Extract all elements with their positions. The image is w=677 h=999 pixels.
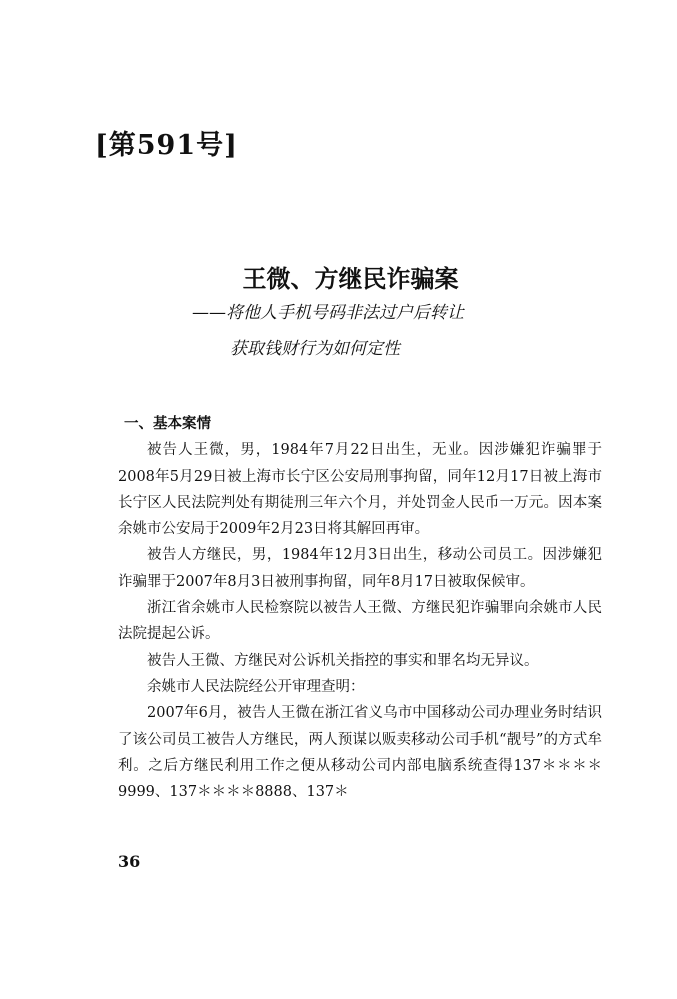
case-number: [第591号] <box>95 130 238 161</box>
page-number: 36 <box>118 852 141 871</box>
case-title: 王微、方继民诈骗案 <box>242 264 459 293</box>
paragraph: 浙江省余姚市人民检察院以被告人王微、方继民犯诈骗罪向余姚市人民法院提起公诉。 <box>118 600 602 643</box>
paragraph: 被告人王微、方继民对公诉机关指控的事实和罪名均无异议。 <box>147 652 539 669</box>
section-heading: 一、基本案情 <box>124 415 211 432</box>
case-subtitle-line-2: 获取钱财行为如何定性 <box>230 339 400 359</box>
paragraph: 被告人方继民，男，1984年12月3日出生，移动公司员工。因涉嫌犯诈骗罪于2007年8月3日被刑事拘留，同年8月17日被取保候审。 <box>118 547 602 590</box>
paragraph: 余姚市人民法院经公开审理查明： <box>147 678 365 695</box>
body-text <box>118 411 602 805</box>
paragraph: 被告人王微，男，1984年7月22日出生，无业。因涉嫌犯诈骗罪于2008年5月29日被上海市长宁区公安局刑事拘留，同年12月17日被上海市长宁区人民法院判处有期徒刑三年六个月，并处罚金人民币一万元。因本案余姚市公安局于2009年2月23日将其解回再审。 <box>118 442 602 538</box>
case-subtitle-line-1: ——将他人手机号码非法过户后转让 <box>192 303 464 323</box>
paragraph: 2007年6月，被告人王微在浙江省义乌市中国移动公司办理业务时结识了该公司员工被告人方继民，两人预谋以贩卖移动公司手机“靓号”的方式牟利。之后方继民利用工作之便从移动公司内部电脑系统查得137＊＊＊＊9999、137＊＊＊＊8888、137＊ <box>118 705 602 801</box>
